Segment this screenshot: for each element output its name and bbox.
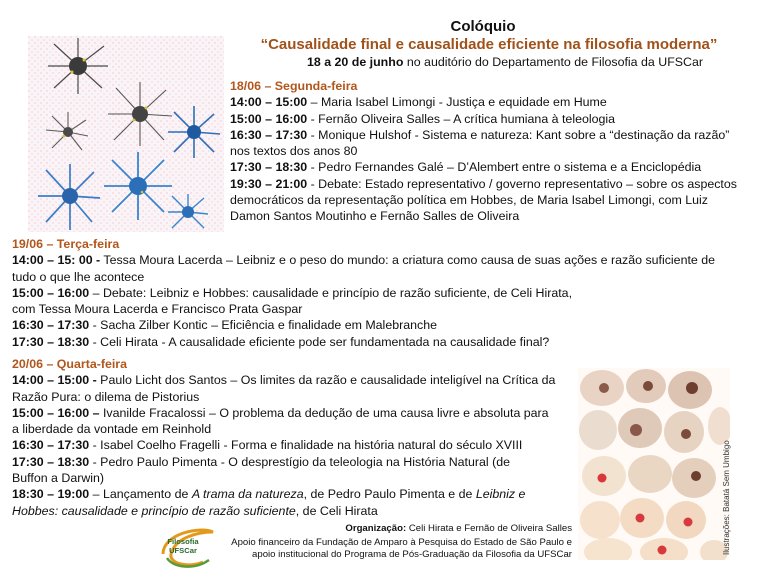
support-line: apoio institucional do Programa de Pós-Graduação da Filosofia da UFSCar [252,549,572,560]
event-type-title: Colóquio [450,18,516,35]
day-2-block [12,236,757,350]
colloquium-title: “Causalidade final e causalidade eficiente na filosofia moderna” [260,36,718,53]
schedule-line: 15:00 – 16:00 – Ivanilde Fracalossi – O problema da dedução de uma causa livre e absoluta para [12,405,549,420]
schedule-line: Damon Santos Moutinho e Fernão Salles de Oliveira [230,209,520,224]
flower-5 [104,152,172,220]
day-3-block [12,356,580,519]
schedule-line: 16:30 – 17:30 - Isabel Coelho Fragelli - Forma e finalidade na história natural do século XVIII [12,438,523,453]
schedule-line: 16:30 – 17:30 - Sacha Zilber Kontic – Eficiência e finalidade em Malebranche [12,318,437,333]
organizers-line: Organização: Celi Hirata e Fernão de Oliveira Salles [345,523,572,534]
schedule-line: a liberdade da vontade em Reinhold [12,422,212,437]
schedule-line: Razão Pura: o dilema de Pistorius [12,389,200,404]
schedule-line: Buffon a Darwin) [12,471,105,486]
illustration-credit: Ilustrações: Batatá Sem Umbigo [722,440,731,555]
cells-illustration [578,368,730,560]
schedule-line: 14:00 – 15: 00 - Tessa Moura Lacerda – Leibniz e o peso do mundo: a criatura como causa de suas ações e razão suficiente de [12,253,716,268]
schedule-line: 14:00 – 15:00 – Maria Isabel Limongi - Justiça e equidade em Hume [230,95,607,110]
day-3-heading: 20/06 – Quarta-feira [12,357,128,371]
event-dates: 18 a 20 de junho [306,55,404,69]
cell-row-3 [582,455,716,498]
cell-row-1 [580,369,712,409]
filosofia-ufscar-logo [159,524,219,570]
event-location: no auditório do Departamento de Filosofia da UFSCar [403,55,703,69]
schedule-line: 19:30 – 21:00 - Debate: Estado representativo / governo representativo – sobre os aspectos [230,176,737,191]
flower-illustration [28,36,224,232]
cell-row-4 [580,498,706,539]
event-date-location [240,55,768,69]
schedule-line: 16:30 – 17:30 - Monique Hulshof - Sistema e natureza: Kant sobre a “destinação da razão” [230,127,730,142]
schedule-line: 15:00 – 16:00 - Fernão Oliveira Salles – A crítica humiana à teleologia [230,111,616,126]
schedule-line: 14:00 – 15:00 - Paulo Licht dos Santos – Os limites da razão e causalidade inteligível na Crítica da [12,373,556,388]
logo-text-line-1: Filosofia [167,537,199,546]
day-2-heading: 19/06 – Terça-feira [12,237,120,251]
schedule-line: 15:00 – 16:00 – Debate: Leibniz e Hobbes: causalidade e princípio de razão suficiente, de Celi Hirata, [12,285,573,300]
funding-line: Apoio financeiro da Fundação de Amparo à Pesquisa do Estado de São Paulo e [231,537,572,548]
schedule-line: 17:30 – 18:30 - Pedro Paulo Pimenta - O desprestígio da teleologia na História Natural (de [12,454,510,469]
schedule-line: com Tessa Moura Lacerda e Francisco Prata Gaspar [12,302,303,317]
day-1-heading: 18/06 – Segunda-feira [230,79,358,93]
schedule-line: tudo o que lhe acontece [12,269,145,284]
logo-text-line-2: UFSCar [169,545,197,555]
schedule-line: 18:30 – 19:00 – Lançamento de A trama da natureza, de Pedro Paulo Pimenta e de Leibniz e [12,487,526,502]
schedule-line: 17:30 – 18:30 - Celi Hirata - A causalidade eficiente pode ser fundamentada na causalidade final? [12,334,550,349]
schedule-line: nos textos dos anos 80 [230,144,358,159]
schedule-line: democráticos da representação política em Hobbes, de Maria Isabel Limongi, com Luiz [230,193,708,208]
schedule-line: 17:30 – 18:30 - Pedro Fernandes Galé – D’Alembert entre o sistema e a Enciclopédia [230,160,702,175]
schedule-line: Hobbes: causalidade e princípio de razão suficiente, de Celi Hirata [12,503,378,518]
day-1-block [230,78,750,225]
